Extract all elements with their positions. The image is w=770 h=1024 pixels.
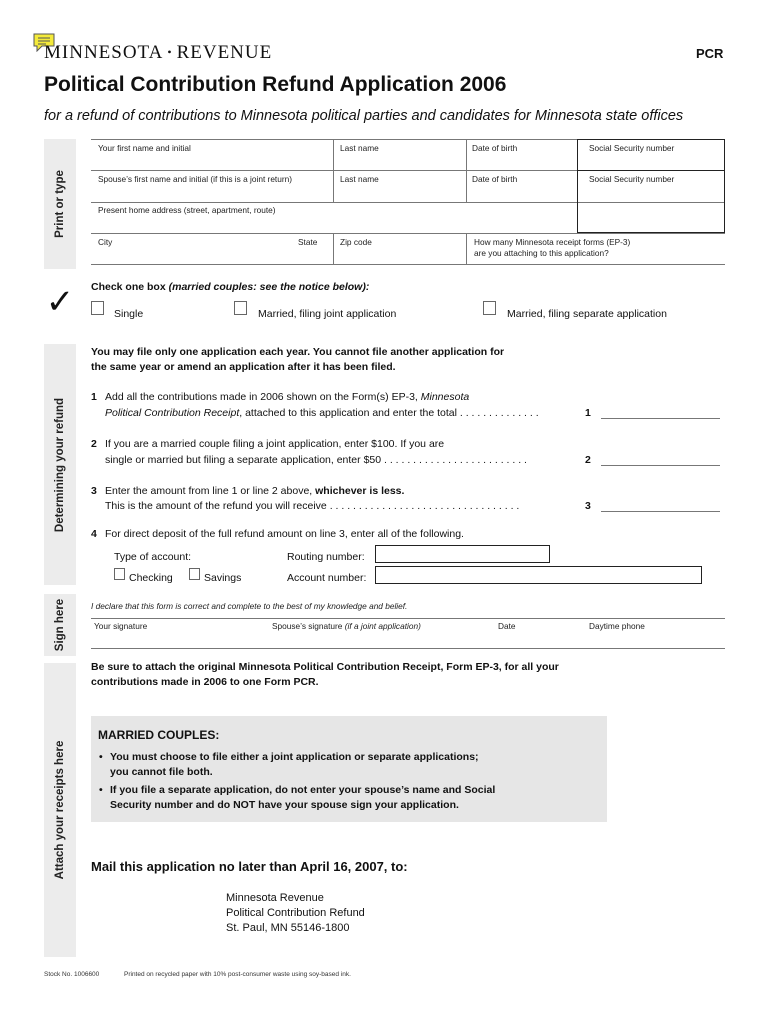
grid-vline-2: [466, 139, 467, 202]
notice-bullet-2b: Security number and do NOT have your spouse sign your application.: [110, 799, 459, 811]
sidebar-attach-receipts: [44, 663, 76, 957]
line-3-number: 3: [91, 485, 97, 497]
spouse-last-name-field[interactable]: Last name: [340, 174, 379, 184]
page-title: Political Contribution Refund Application 2006: [44, 73, 507, 96]
line-3-text-a-plain: Enter the amount from line 1 or line 2 above,: [105, 485, 316, 497]
first-name-field[interactable]: Your first name and initial: [98, 143, 191, 153]
state-field[interactable]: State: [298, 237, 318, 247]
notice-bullet-2-icon: •: [99, 784, 103, 796]
logo-right: REVENUE: [176, 42, 273, 63]
receipt-count-question-1: How many Minnesota receipt forms (EP-3): [474, 237, 631, 247]
spouse-signature-field[interactable]: [272, 621, 421, 632]
notice-bullet-1-icon: •: [99, 751, 103, 763]
sidebar-print-label: Print or type: [54, 170, 66, 238]
sidebar-print-or-type: [44, 139, 76, 269]
line-3-text-b: This is the amount of the refund you will receive . . . . . . . . . . . . . . . . . . . . . . . . . . . . . . . . .: [105, 500, 520, 512]
line-1-text-b-plain: , attached to this application and enter the total . . . . . . . . . . . . . .: [239, 407, 539, 419]
declaration-text: I declare that this form is correct and complete to the best of my knowledge and belief.: [91, 601, 408, 611]
your-signature-field[interactable]: Your signature: [94, 621, 148, 631]
mail-address-3: St. Paul, MN 55146-1800: [226, 922, 350, 934]
form-code: PCR: [696, 46, 724, 61]
line-1-box-number: 1: [585, 407, 591, 419]
spouse-dob-field[interactable]: Date of birth: [472, 174, 518, 184]
sidebar-sign-here: [44, 594, 76, 656]
line-4-text: For direct deposit of the full refund amount on line 3, enter all of the following.: [105, 528, 464, 540]
type-of-account-label: Type of account:: [114, 551, 192, 563]
line-3-text-a-bold: whichever is less.: [315, 485, 405, 497]
sidebar-refund-label: Determining your refund: [54, 397, 66, 532]
filing-status-heading-text: Check one box: [91, 281, 166, 293]
logo-separator: •: [167, 45, 173, 59]
notice-bullet-1b: you cannot file both.: [110, 766, 213, 778]
recycled-paper-note: Printed on recycled paper with 10% post-consumer waste using soy-based ink.: [124, 971, 351, 978]
spouse-signature-note: (if a joint application): [344, 621, 421, 631]
account-number-input[interactable]: [375, 566, 702, 584]
joint-checkbox[interactable]: [234, 301, 247, 315]
single-label: Single: [114, 308, 144, 320]
line-1-text-b-italic: Political Contribution Receipt: [105, 407, 240, 419]
refund-intro-1: You may file only one application each year. You cannot file another application for: [91, 346, 505, 358]
line-2-box-number: 2: [585, 454, 591, 466]
grid-line-row4: [91, 264, 725, 265]
line-1-text-a-plain: Add all the contributions made in 2006 shown on the Form(s) EP-3,: [105, 391, 421, 403]
mail-address-1: Minnesota Revenue: [226, 892, 324, 904]
sidebar-sign-label: Sign here: [54, 598, 66, 652]
spouse-signature-label: Spouse’s signature: [272, 621, 345, 631]
grid-line-row3: [91, 233, 725, 234]
line-1-text-a: [105, 390, 469, 406]
line-2-text-a: If you are a married couple filing a joint application, enter $100. If you are: [105, 438, 445, 450]
daytime-phone-field[interactable]: Daytime phone: [589, 621, 645, 631]
routing-number-input[interactable]: [375, 545, 550, 563]
separate-checkbox[interactable]: [483, 301, 496, 315]
page-subtitle: for a refund of contributions to Minnesota political parties and candidates for Minnesota state offices: [44, 108, 684, 124]
stock-number: Stock No. 1006600: [44, 971, 100, 978]
line-1-number: 1: [91, 391, 97, 403]
refund-intro-2: the same year or amend an application after it has been filed.: [91, 361, 396, 373]
spouse-ssn-field[interactable]: Social Security number: [589, 174, 675, 184]
checkmark-icon: ✓: [45, 283, 75, 321]
last-name-field[interactable]: Last name: [340, 143, 379, 153]
grid-vline-4: [466, 233, 467, 264]
line-2-number: 2: [91, 438, 97, 450]
savings-label: Savings: [204, 572, 242, 584]
account-number-label: Account number:: [287, 572, 367, 584]
separate-label: Married, filing separate application: [507, 308, 667, 320]
receipt-count-question-2: are you attaching to this application?: [474, 248, 609, 258]
attach-instruction-2: contributions made in 2006 to one Form PCR.: [91, 676, 319, 688]
dob-field[interactable]: Date of birth: [472, 143, 518, 153]
mail-address-2: Political Contribution Refund: [226, 907, 365, 919]
minnesota-revenue-logo: [44, 42, 272, 64]
ssn-field[interactable]: Social Security number: [589, 143, 675, 153]
checking-label: Checking: [129, 572, 173, 584]
address-field[interactable]: Present home address (street, apartment, route): [98, 205, 276, 215]
checking-checkbox[interactable]: [114, 568, 125, 580]
grid-vline-3: [333, 233, 334, 264]
line-2-text-b: single or married but filing a separate application, enter $50 . . . . . . . . . . . . . . . . . . . . . . . . .: [105, 454, 527, 466]
line-1-text-a-italic: Minnesota: [420, 391, 470, 403]
line-1-input[interactable]: [601, 418, 720, 419]
city-field[interactable]: City: [98, 237, 113, 247]
single-checkbox[interactable]: [91, 301, 104, 315]
line-3-input[interactable]: [601, 511, 720, 512]
line-4-number: 4: [91, 528, 97, 540]
sidebar-attach-label: Attach your receipts here: [54, 740, 66, 880]
filing-status-heading-note: (married couples: see the notice below):: [168, 281, 370, 293]
mail-heading: Mail this application no later than April 16, 2007, to:: [91, 859, 408, 874]
savings-checkbox[interactable]: [189, 568, 200, 580]
sign-date-field[interactable]: Date: [498, 621, 516, 631]
attach-instruction-1: Be sure to attach the original Minnesota Political Contribution Receipt, Form EP-3, for all your: [91, 661, 559, 673]
routing-number-label: Routing number:: [287, 551, 365, 563]
notice-bullet-2a: If you file a separate application, do not enter your spouse’s name and Social: [110, 784, 496, 796]
grid-vline-1: [333, 139, 334, 202]
notice-title: MARRIED COUPLES:: [98, 728, 220, 742]
line-3-box-number: 3: [585, 500, 591, 512]
line-2-input[interactable]: [601, 465, 720, 466]
signature-line-top: [91, 618, 725, 619]
signature-line-bottom: [91, 648, 725, 649]
ssn-box-divider: [577, 170, 724, 171]
zip-field[interactable]: Zip code: [340, 237, 372, 247]
sidebar-determining-refund: [44, 344, 76, 585]
notice-bullet-1a: You must choose to file either a joint application or separate applications;: [110, 751, 479, 763]
line-3-text-a: [105, 484, 404, 500]
logo-left: MINNESOTA: [44, 42, 164, 63]
line-1-text-b: [105, 406, 539, 422]
filing-status-heading: [91, 280, 369, 296]
spouse-first-name-field[interactable]: Spouse’s first name and initial (if this is a joint return): [98, 174, 292, 184]
joint-label: Married, filing joint application: [258, 308, 397, 320]
